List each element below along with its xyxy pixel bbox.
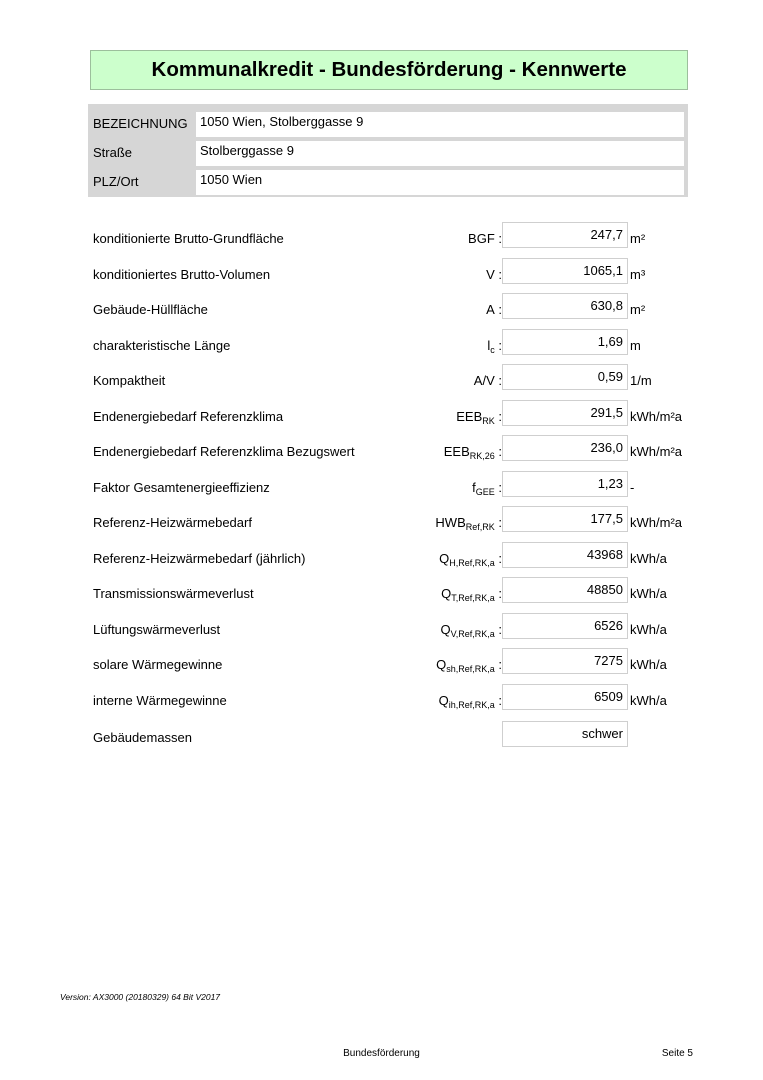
- kennwert-symbol: $EEB_{RK,26}$ :: [443, 444, 502, 461]
- kennwert-unit: -: [630, 479, 635, 495]
- version-note: Version: AX3000 (20180329) 64 Bit V2017: [60, 992, 221, 1002]
- kennwert-label: Transmissionswärmeverlust: [93, 586, 254, 601]
- page-title: Kommunalkredit - Bundesförderung - Kennwerte: [90, 50, 688, 90]
- address-info-block: [88, 104, 688, 197]
- kennwert-unit: m: [630, 337, 641, 353]
- kennwert-row: [0, 435, 763, 471]
- kennwert-unit: m³: [630, 266, 646, 282]
- kennwert-row: [0, 222, 763, 258]
- kennwert-row: [0, 577, 763, 613]
- kennwert-value: 7275: [502, 648, 628, 674]
- kennwert-unit: kWh/m²a: [630, 408, 682, 424]
- kennwert-symbol: $f_{GEE}$ :: [472, 479, 502, 497]
- kennwert-value: 177,5: [502, 506, 628, 532]
- kennwert-row: [0, 329, 763, 365]
- info-row-plz-ort: [88, 167, 688, 193]
- kennwert-row: [0, 613, 763, 649]
- kennwert-value: 48850: [502, 577, 628, 603]
- kennwert-unit: kWh/a: [630, 692, 667, 708]
- info-value: 1050 Wien, Stolberggasse 9: [196, 112, 684, 137]
- kennwert-unit: 1/m: [630, 373, 652, 388]
- info-row-strasse: [88, 138, 688, 164]
- kennwert-row: [0, 258, 763, 294]
- kennwert-symbol: $l_c$ :: [487, 337, 502, 355]
- kennwert-unit: m²: [630, 231, 646, 246]
- kennwert-label: interne Wärmegewinne: [93, 692, 227, 708]
- kennwert-symbol: $Q_{T,Ref,RK,a}$ :: [441, 586, 502, 603]
- kennwert-value: 6526: [502, 613, 628, 639]
- kennwert-symbol: $Q_{V,Ref,RK,a}$ :: [440, 621, 502, 639]
- kennwert-value: 291,5: [502, 400, 628, 426]
- kennwert-value: 236,0: [502, 435, 628, 461]
- kennwert-label: Gebäudemassen: [93, 730, 193, 745]
- kennwert-unit: kWh/a: [630, 621, 667, 637]
- kennwert-row: [0, 542, 763, 578]
- kennwert-label: Kompaktheit: [93, 373, 166, 388]
- kennwert-unit: kWh/m²a: [630, 515, 682, 530]
- kennwert-symbol: $Q_{ih,Ref,RK,a}$ :: [438, 692, 502, 710]
- kennwert-label: Gebäude-Hüllfläche: [93, 302, 208, 317]
- kennwert-value: 6509: [502, 684, 628, 710]
- kennwert-symbol: $Q_{sh,Ref,RK,a}$ :: [436, 657, 502, 674]
- kennwert-value: 1,69: [502, 329, 628, 355]
- kennwert-label: Lüftungswärmeverlust: [93, 621, 221, 637]
- kennwert-row: [0, 400, 763, 436]
- info-label: Straße: [93, 145, 133, 160]
- kennwert-unit: kWh/a: [630, 550, 667, 566]
- kennwert-symbol: V :: [486, 266, 502, 282]
- kennwert-label: Faktor Gesamtenergieeffizienz: [93, 479, 270, 495]
- kennwert-row: [0, 648, 763, 684]
- kennwert-label: charakteristische Länge: [93, 337, 231, 353]
- kennwert-unit: m²: [630, 302, 646, 317]
- info-value: Stolberggasse 9: [196, 141, 684, 166]
- kennwert-value: 1065,1: [502, 258, 628, 284]
- kennwert-value: 43968: [502, 542, 628, 568]
- kennwert-row: [0, 293, 763, 329]
- kennwert-unit: kWh/a: [630, 657, 667, 672]
- info-value: 1050 Wien: [196, 170, 684, 195]
- kennwert-label: konditionierte Brutto-Grundfläche: [93, 231, 284, 246]
- kennwert-unit: kWh/m²a: [630, 444, 682, 459]
- kennwert-label: Referenz-Heizwärmebedarf: [93, 515, 252, 530]
- kennwert-symbol: BGF :: [468, 231, 502, 246]
- kennwert-row: [0, 471, 763, 507]
- kennwert-label: Referenz-Heizwärmebedarf (jährlich): [93, 550, 306, 566]
- page-number: Seite 5: [661, 1048, 693, 1059]
- kennwert-symbol: A :: [486, 302, 502, 317]
- kennwert-value: 630,8: [502, 293, 628, 319]
- kennwert-label: solare Wärmegewinne: [93, 657, 223, 672]
- kennwert-row: [0, 506, 763, 542]
- kennwert-unit: kWh/a: [630, 586, 667, 601]
- kennwert-label: Endenergiebedarf Referenzklima Bezugswert: [93, 444, 355, 459]
- kennwert-label: konditioniertes Brutto-Volumen: [93, 266, 271, 282]
- info-label: PLZ/Ort: [93, 174, 139, 189]
- kennwert-label: Endenergiebedarf Referenzklima: [93, 408, 284, 424]
- kennwert-row: [0, 684, 763, 720]
- kennwert-value: 0,59: [502, 364, 628, 390]
- kennwert-row: [0, 364, 763, 400]
- info-row-bezeichnung: [88, 109, 688, 135]
- info-label: BEZEICHNUNG: [93, 116, 188, 131]
- kennwert-row-gebaeudemassen: [0, 721, 763, 757]
- kennwert-value: 247,7: [502, 222, 628, 248]
- kennwert-value: 1,23: [502, 471, 628, 497]
- kennwert-symbol: $HWB_{Ref,RK}$ :: [435, 515, 502, 532]
- kennwert-value: schwer: [502, 721, 628, 747]
- kennwert-symbol: $EEB_{RK}$ :: [456, 408, 502, 426]
- kennwert-symbol: $Q_{H,Ref,RK,a}$ :: [439, 550, 502, 568]
- footer-title: Bundesförderung: [343, 1048, 420, 1059]
- kennwert-symbol: A/V :: [473, 373, 502, 388]
